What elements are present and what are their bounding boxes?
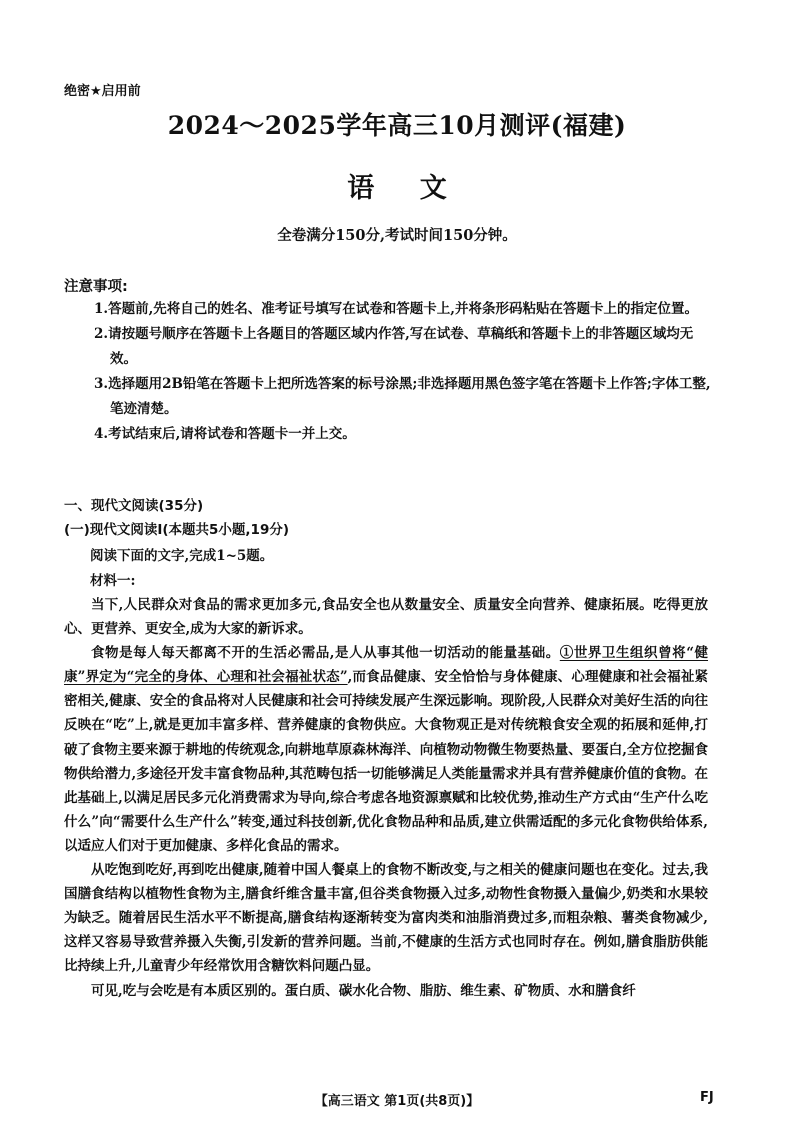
underlined-sentence: ①世界卫生组织曾将“健康”界定为“完全的身体、心理和社会福祉状态”	[64, 645, 709, 686]
paragraph-text: ,而食品健康、安全恰恰与身体健康、心理健康和社会福祉紧密相关,健康、安全的食品将对人民健康和社会可持续发展产生深远影响。现阶段,人民群众对美好生活的向往反映在“吃”上,就是更加丰富多样、营养健康的食物供应。大食物观正是对传统粮食安全观的拓展和延伸,打破了食物主要来源于耕地的传统观念,向耕地草原森林海洋、向植物动物微生物要热量、要蛋白,全方位挖掘食物供给潜力,多途径开发丰富食物品种,其范畴包括一切能够满足人类能量需求并具有营养健康价值的食物。在此基础上,以满足居民多元化消费需求为导向,综合考虑各地资源禀赋和比较优势,推动生产方式由“生产什么吃什么”向“需要什么生产什么”转变,通过科技创新,优化食物品种和品质,建立供需适配的多元化食物供给体系,以适应人们对于更加健康、多样化食品的需求。	[64, 669, 708, 854]
page-footer: 【高三语文 第1页(共8页)】	[314, 1094, 480, 1109]
paragraph: 从吃饱到吃好,再到吃出健康,随着中国人餐桌上的食物不断改变,与之相关的健康问题也在变化。过去,我国膳食结构以植物性食物为主,膳食纤维含量丰富,但谷类食物摄入过多,动物性食物摄入量偏少,奶类和水果较为缺乏。随着居民生活水平不断提高,膳食结构逐渐转变为富肉类和油脂消费过多,而粗杂粮、薯类食物减少,这样又容易导致营养摄入失衡,引发新的营养问题。当前,不健康的生活方式也同时存在。例如,膳食脂肪供能比持续上升,儿童青少年经常饮用含糖饮料问题凸显。	[64, 862, 708, 975]
paragraph: 当下,人民群众对食品的需求更加多元,食品安全也从数量安全、质量安全向营养、健康拓展。吃得更放心、更营养、更安全,成为大家的新诉求。	[64, 597, 708, 638]
notice-item: 2.请按题号顺序在答题卡上各题目的答题区域内作答,写在试卷、草稿纸和答题卡上的非答题区域均无效。	[94, 326, 694, 367]
notice-heading: 注意事项:	[64, 279, 128, 295]
subsection-heading: (一)现代文阅读Ⅰ(本题共5小题,19分)	[64, 522, 290, 538]
paragraph: 可见,吃与会吃是有本质区别的。蛋白质、碳水化合物、脂肪、维生素、矿物质、水和膳食纤	[91, 982, 636, 999]
region-code: FJ	[700, 1090, 714, 1105]
exam-title: 2024～2025学年高三10月测评(福建)	[167, 111, 627, 140]
subject-title: 语 文	[347, 173, 447, 204]
section-heading: 一、现代文阅读(35分)	[64, 498, 204, 514]
paragraph-text: 食物是每人每天都离不开的生活必需品,是人从事其他一切活动的能量基础。	[91, 645, 560, 662]
reading-instruction: 阅读下面的文字,完成1~5题。	[90, 548, 274, 564]
confidential-mark: 绝密★启用前	[64, 84, 141, 99]
reading-passage	[64, 593, 708, 1003]
notice-item: 4.考试结束后,请将试卷和答题卡一并上交。	[94, 426, 356, 442]
notice-item: 3.选择题用2B铅笔在答题卡上把所选答案的标号涂黑;非选择题用黑色签字笔在答题卡上作答;字体工整,笔迹清楚。	[94, 376, 711, 417]
notice-list	[94, 297, 714, 447]
score-note: 全卷满分150分,考试时间150分钟。	[277, 227, 517, 244]
paragraph	[64, 641, 708, 858]
material-label: 材料一:	[90, 573, 136, 589]
notice-item: 1.答题前,先将自己的姓名、准考证号填写在试卷和答题卡上,并将条形码粘贴在答题卡上的指定位置。	[94, 301, 698, 317]
